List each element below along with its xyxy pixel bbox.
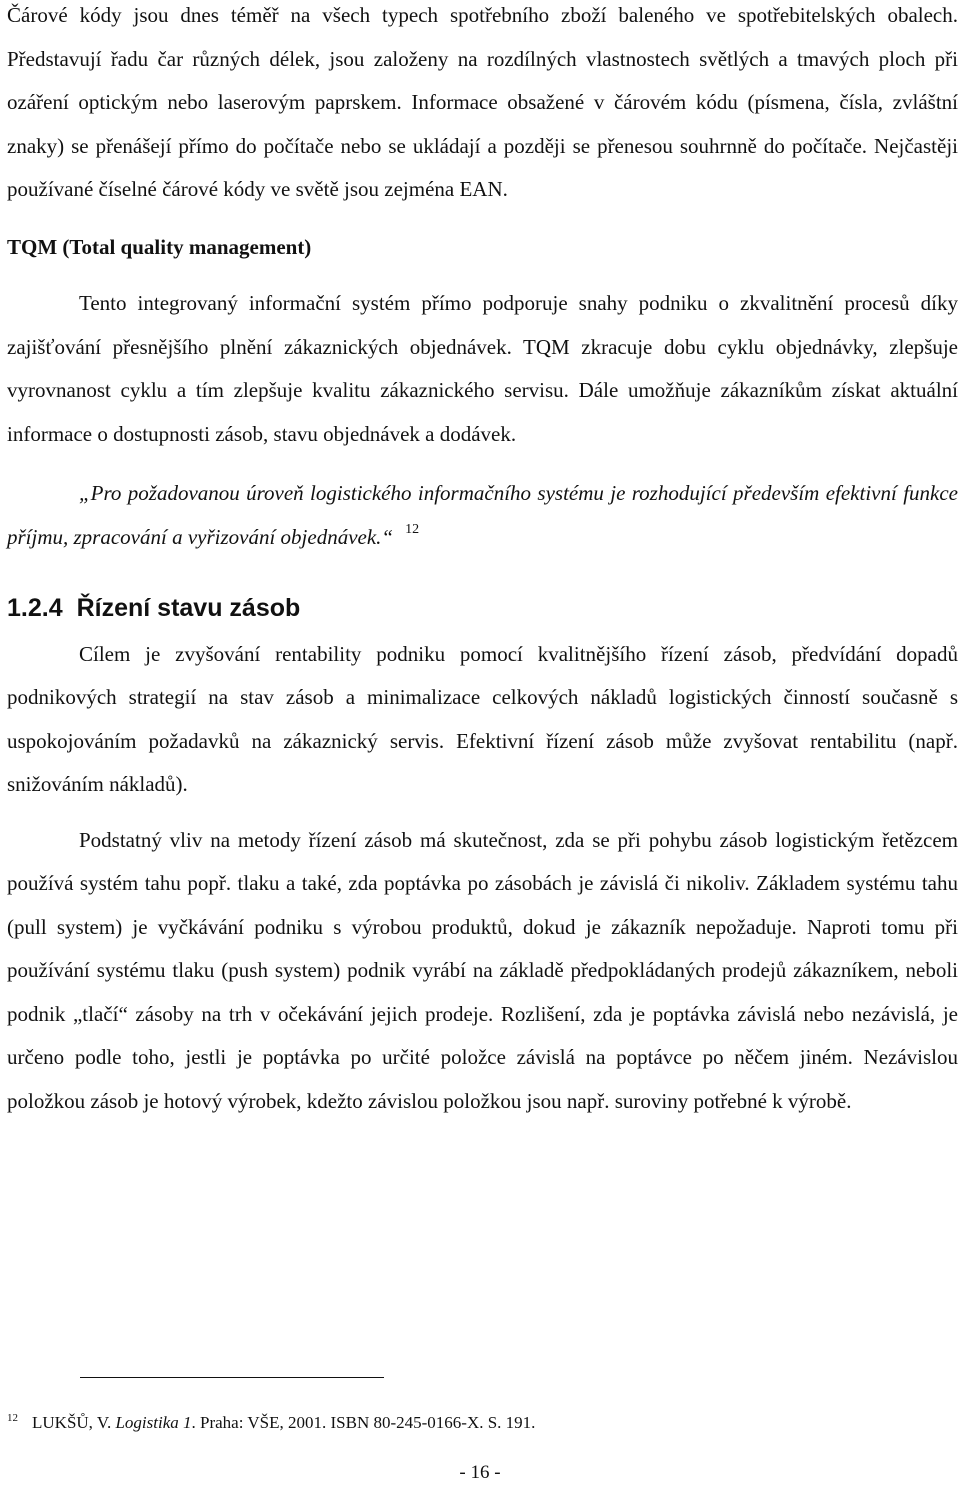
footnote-details: . Praha: VŠE, 2001. ISBN 80-245-0166-X. S. 191. (191, 1413, 536, 1432)
quote-text: „Pro požadovanou úroveň logistického informačního systému je rozhodující především efektivní funkce příjmu, zpracování a vyřizování objednávek.“ (7, 481, 958, 549)
page-number: - 16 - (459, 1462, 501, 1483)
document-page (7, 0, 958, 1123)
footnote-number: 12 (7, 1412, 18, 1424)
footnote (7, 1411, 535, 1435)
footnote-author: LUKŠŮ, V. (32, 1413, 112, 1432)
tqm-heading: TQM (Total quality management) (7, 234, 312, 259)
footnote-reference: 12 (405, 521, 420, 537)
footnote-title: Logistika 1 (115, 1413, 192, 1432)
quote-paragraph (7, 472, 958, 559)
paragraph-inventory-goal: Cílem je zvyšování rentability podniku pomocí kvalitnějšího řízení zásob, předvídání dopadů podnikových strategií na stav zásob a minimalizace celkových nákladů logistických činností současně s uspokojováním požadavků na zákaznický servis. Efektivní řízení zásob může zvyšovat rentabilitu (např. snižováním nákladů). (7, 641, 958, 796)
footnote-separator (80, 1377, 384, 1378)
section-heading (7, 587, 958, 631)
paragraph-barcodes: Čárové kódy jsou dnes téměř na všech typech spotřebního zboží baleného ve spotřebitelských obalech. Představují řadu čar různých délek, jsou založeny na rozdílných vlastnostech světlých a tmavých ploch při ozáření optickým nebo laserovým paprskem. Informace obsažené v čárovém kódu (písmena, čísla, zvláštní znaky) se přenášejí přímo do počítače nebo se ukládají a později se přenesou souhrnně do počítače. Nejčastěji používané číselné čárové kódy ve světě jsou zejména EAN. (7, 3, 958, 201)
paragraph-tqm: Tento integrovaný informační systém přímo podporuje snahy podniku o zkvalitnění procesů díky zajišťování přesnějšího plnění zákaznických objednávek. TQM zkracuje dobu cyklu objednávky, zlepšuje vyrovnanost cyklu a tím zlepšuje kvalitu zákaznického servisu. Dále umožňuje zákazníkům získat aktuální informace o dostupnosti zásob, stavu objednávek a dodávek. (7, 291, 958, 446)
paragraph-pull-push: Podstatný vliv na metody řízení zásob má skutečnost, zda se při pohybu zásob logistickým řetězcem používá systém tahu popř. tlaku a také, zda poptávka po zásobách je závislá či nikoliv. Základem systému tahu (pull system) je vyčkávání podniku s výrobou produktů, dokud je zákazník nepožaduje. Naproti tomu při používání systému tlaku (push system) podnik vyrábí na základě předpokládaných prodejů zákazníkem, neboli podnik „tlačí“ zásoby na trh v očekávání jejich prodeje. Rozlišení, zda je poptávka závislá nebo nezávislá, je určeno podle toho, jestli je poptávka po určité položce závislá na poptávce po něčem jiném. Nezávislou položkou zásob je hotový výrobek, kdežto závislou položkou jsou např. suroviny potřebné k výrobě. (7, 827, 958, 1113)
section-title: Řízení stavu zásob (76, 594, 301, 622)
section-number: 1.2.4 (7, 594, 63, 622)
